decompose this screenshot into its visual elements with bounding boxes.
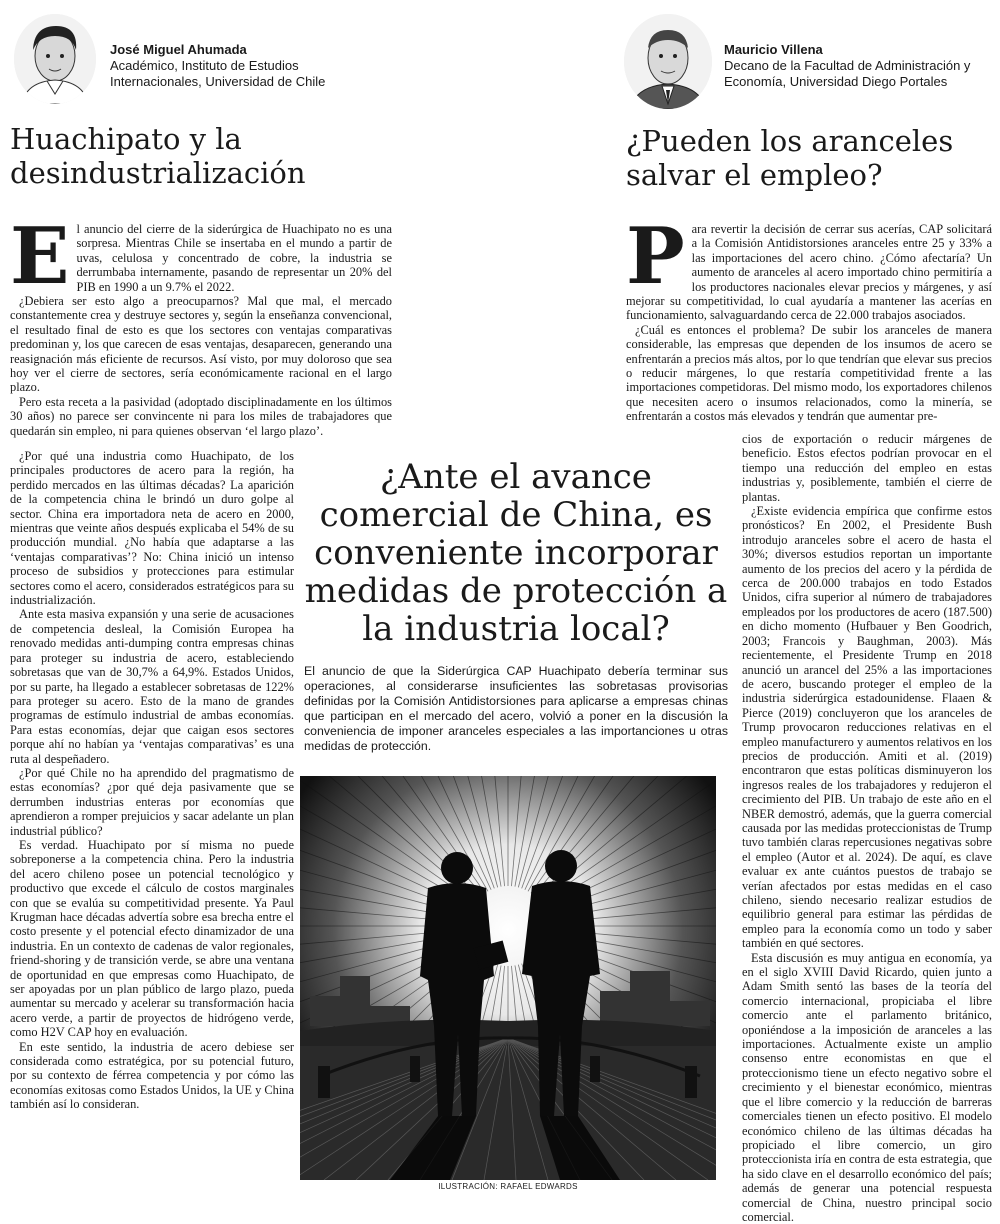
right-author-role-2: Economía, Universidad Diego Portales	[724, 74, 948, 89]
center-lede: El anuncio de que la Siderúrgica CAP Huachipato debería terminar sus operaciones, al considerarse insuficientes las sobretasas provisorias definidas por la Comisión Antidistorsiones para aplicarse a empresas chinas que participan en el mercado del acero, volvió a poner en la discusión la conveniencia de imponer aranceles especiales a las importanciones u otras medidas de protección.	[304, 664, 728, 753]
illustration-credit: ILUSTRACIÓN: RAFAEL EDWARDS	[438, 1182, 578, 1191]
right-author-portrait	[624, 14, 712, 109]
center-question	[304, 458, 728, 648]
left-author-info	[110, 42, 370, 90]
left-paragraph-7: Es verdad. Huachipato por sí misma no puede sobreponerse a la competencia china. Pero la industria del acero chileno posee un potencial tecnológico y productivo que excede el cálculo de costos marginales con que se evalúa su competitividad presente. Ya Paul Krugman hace décadas advertía sobre esa brecha entre el costo presente y el potencial efecto dinamizador de una industria. En un contexto de cadenas de valor regionales, friend-shoring y de transición verde, se abre una ventana de oportunidad en que empresas como Huachipato, de ser apoyadas por un plan público de largo plazo, pueda aumentar su mercado y acelerar su transformación hacia acero verde, a partir de proyectos de hidrógeno verde, como H2V CAP hoy en evaluación.	[10, 837, 294, 1040]
left-paragraph-4: ¿Por qué una industria como Huachipato, de los principales productores de acero para la región, ha perdido mercados en las últimas décadas? La aparición de la competencia china le brindó un duro golpe al sector. China era importadora neta de acero en 2000, mientras que veinte años después explicaba el 54% de su producción mundial. ¿No había que adaptarse a las ‘ventajas comparativas’? No: China inició un intenso proceso de subsidios y protecciones para estimular sectores como el acero, considerados estratégicos para su industrialización.	[10, 449, 294, 608]
left-paragraph-1: l anuncio del cierre de la siderúrgica de Huachipato no es una sorpresa. Mientras Chile se insertaba en el mundo a partir de uvas, celulosa y concentrado de cobre, la industria se derrumbaba internamente, pasando de representar un 20% del PIB en 1990 a un 9.7% el 2022.	[76, 222, 392, 294]
left-author-role-2: Internacionales, Universidad de Chile	[110, 74, 326, 89]
right-author-info	[724, 42, 994, 90]
right-paragraph-4: ¿Existe evidencia empírica que confirme estos pronósticos? En 2002, el Presidente Bush introdujo aranceles sobre el acero de hasta el 30%; diversos estudios reportan un importante aumento de los precios del acero y la pérdida de cerca de 200.000 trabajos en todo Estados Unidos, cifra superior al número de trabajadores empleados por los productores de acero (187.500) en dicho momento (Hufbauer y Ben Goodrich, 2003; Francois y Baughman, 2003). Más recientemente, el Presidente Trump en 2018 anunció un arancel del 25% a las importaciones de acero, buscando proteger el empleo de la industria siderúrgica estadounidense. Flaaen & Pierce (2019) concluyeron que los aranceles de Trump provocaron reducciones relativas en el empleo manufacturero y aumentos relativos en los precios de producción. Amiti et al. (2019) encontraron que estas políticas disminuyeron los ingresos reales de los trabajadores y redujeron el crecimiento del PIB. Un trabajo de este año en el NBER demostró, además, que la guerra comercial causada por las medidas proteccionistas de Trump tuvo también claras repercusiones negativas sobre el empleo (Autor et al. 2024). De aquí, es clave evaluar ex ante cuántos puestos de trabajo se verían afectados por estas medidas en el caso chileno, siendo necesario realizar estudios de equilibrio general para estimar las pérdidas de empleo para la economía como un todo y saber también en qué sectores.	[742, 504, 992, 951]
left-author-portrait	[14, 14, 96, 104]
right-dropcap: P	[626, 211, 685, 302]
right-paragraph-1: ara revertir la decisión de cerrar sus acerías, CAP solicitará a la Comisión Antidistorsiones aranceles entre 25 y 33% a las importaciones del acero chino. ¿Cómo afectaría? Un aumento de aranceles al acero importado chino permitiría a los productores nacionales elevar precios y márgenes, y así mejorar su competitividad, lo cual ayudaría a mantener las acerías en funcionamiento, salvaguardando cerca de 22.000 trabajos asociados.	[626, 222, 992, 323]
right-author-role-1: Decano de la Facultad de Administración y	[724, 58, 971, 73]
right-paragraph-3: cios de exportación o reducir márgenes de beneficio. Estos efectos podrían provocar en el tiempo una reducción del empleo en estas industrias y, posiblemente, también el cierre de plantas.	[742, 432, 992, 504]
right-paragraph-2: ¿Cuál es entonces el problema? De subir los aranceles de manera considerable, las empresas que dependen de los insumos de acero se enfrentarán a precios más altos, por lo que tendrían que elevar sus precios o reducir márgenes, lo que restaría competitividad frente a las importaciones competidoras. Del mismo modo, los exportadores chilenos que necesiten acero o insumos relacionados, como la minería, se enfrentarán a costos más elevados y tendrán que aumentar pre-	[626, 322, 992, 424]
left-article-body	[10, 449, 294, 1112]
left-author-role-1: Académico, Instituto de Estudios	[110, 58, 299, 73]
right-author-name: Mauricio Villena	[724, 42, 823, 57]
right-article-intro	[626, 211, 992, 424]
left-paragraph-3: Pero esta receta a la pasividad (adoptado disciplinadamente en los últimos 30 años) no parece ser convincente ni para los miles de trabajadores que quedarán sin empleo, ni para quienes observan ‘el largo plazo’.	[10, 394, 392, 438]
center-question-title: ¿Ante el avance comercial de China, es conveniente incorporar medidas de protección a la industria local?	[304, 457, 728, 649]
right-headline	[626, 124, 996, 192]
right-paragraph-5: Esta discusión es muy antigua en economía, ya en el siglo XVIII David Ricardo, quien junto a Adam Smith sentó las bases de la teoría del comercio internacional, propiciaba el libre comercio ante el parlamento británico, oponiéndose a la imposición de aranceles a las importaciones. Actualmente existe un amplio consenso entre economistas en que el proteccionismo tiene un efecto negativo sobre el crecimiento y el bienestar económico, mientras que el libre comercio y la reducción de barreras comerciales tienen un efecto positivo. El modelo económico chileno de las últimas décadas ha propiciado el libre comercio, un giro proteccionista iría en contra de esta estrategia, que ha sido clave en el desarrollo económico del país; además de generar una potencial respuesta comercial de China, nuestro principal socio comercial.	[742, 950, 992, 1224]
left-author-name: José Miguel Ahumada	[110, 42, 247, 57]
right-headline-line1: ¿Pueden los aranceles	[626, 124, 954, 158]
illustration	[300, 776, 716, 1180]
left-paragraph-2: ¿Debiera ser esto algo a preocuparnos? Mal que mal, el mercado constantemente crea y destruye sectores y, según la enseñanza convencional, el resultado final de esto es que los sectores con ventajas comparativas predominan y, los que carecen de esas ventajas, desaparecen, generando una reasignación más eficiente de recursos. Así visto, por muy doloroso que sea hoy ver el cierre de sectores, sería económicamente racional en el largo plazo.	[10, 294, 392, 395]
left-article-intro	[10, 211, 392, 438]
left-paragraph-5: Ante esta masiva expansión y una serie de acusaciones de competencia desleal, la Comisión Europea ha renovado medidas anti-dumping contra empresas chinas para proteger su industria de acero, estableciendo sobretasas que van de 30,7% a 64,9%. Estados Unidos, por su parte, ha llegado a establecer sobretasas de 122% para proteger su acero. Esto de la mano de grandes programas de estímulo industrial de ambas economías. Para estas economías, dejar que caigan esos sectores porque ahí no habían ya ‘ventajas comparativas’ es una ruta al despeñadero.	[10, 607, 294, 766]
left-dropcap: E	[10, 211, 70, 302]
left-paragraph-6: ¿Por qué Chile no ha aprendido del pragmatismo de estas economías? ¿por qué deja pasivamente que se derrumben industrias enteras por economías que aprendieron a romper prejuicios y sacar adelante un plan industrial público?	[10, 765, 294, 838]
left-headline-line2: desindustrialización	[10, 156, 306, 190]
right-headline-line2: salvar el empleo?	[626, 158, 883, 192]
left-paragraph-8: En este sentido, la industria de acero debiese ser considerada como estratégica, por su potencial futuro, por su contexto de férrea competencia y por cómo las economías exitosas como Estados Unidos, la UE y China también así lo consideran.	[10, 1039, 294, 1112]
right-article-body	[742, 432, 992, 1224]
left-headline-line1: Huachipato y la	[10, 122, 242, 156]
illustration-art	[300, 776, 716, 1180]
left-headline	[10, 122, 350, 190]
